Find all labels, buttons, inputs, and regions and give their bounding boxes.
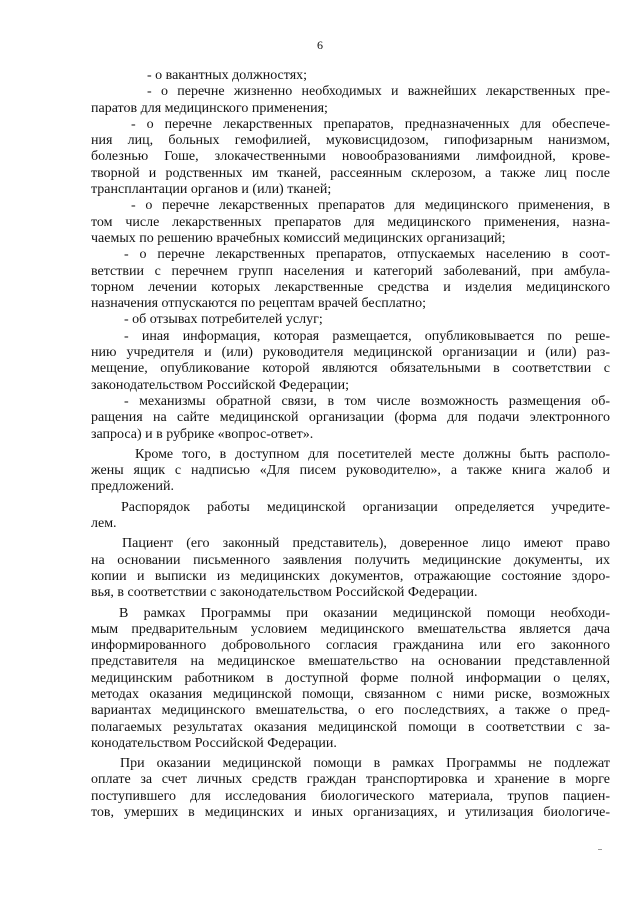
text-line: - о перечне лекарственных препаратов для медицинского применения, в [131,198,610,214]
scan-mark [598,849,602,850]
text-line: мым предварительным условием медицинского вмешательства является дача [91,621,610,637]
text-line: вья, в соответствии с законодательством Российской Федерации. [91,585,478,601]
text-line: копии и выписки из медицинских документов, отражающие состояние здоро- [91,568,610,584]
text-line: информированного добровольного согласия гражданина или его законного [91,638,610,654]
text-line: Пациент (его законный представитель), доверенное лицо имеют право [122,536,610,552]
text-line: - механизмы обратной связи, в том числе возможность размещения об- [124,393,610,409]
text-line: Распорядок работы медицинской организации определяется учредите- [121,499,610,515]
text-line: - иная информация, которая размещается, опубликовывается по реше- [124,328,610,344]
text-line: оплате за счет личных средств граждан транспортировка и хранение в морге [91,772,610,788]
text-line: законодательством Российской Федерации; [91,377,350,393]
text-line: болезнью Гоше, злокачественными новообразованиями лимфоидной, крове- [91,149,610,165]
list-item [91,68,610,84]
text-line: методах оказания медицинской помощи, связанном с ними риске, возможных [91,686,610,702]
text-line: назначения отпускаются по рецептам врачей бесплатно; [91,296,427,312]
text-line: предложений. [91,479,174,495]
text-line: запроса) и в рубрике «вопрос-ответ». [91,426,314,442]
paragraph [91,536,610,601]
list-item [91,312,610,328]
text-line: При оказании медицинской помощи в рамках Программы не подлежат [120,756,610,772]
text-line: лем. [91,516,117,532]
text-line: - о вакантных должностях; [147,68,308,83]
text-line: чаемых по решению врачебных комиссий медицинских организаций; [91,230,506,246]
text-line: вариантах медицинского вмешательства, о его последствиях, а также о пред- [91,703,610,719]
text-line: - об отзывах потребителей услуг; [124,312,323,328]
list-item [91,394,610,443]
list-item [91,117,610,198]
paragraph [91,606,610,753]
text-line: Кроме того, в доступном для посетителей месте должны быть располо- [135,446,610,462]
list-item [91,84,610,117]
text-line: паратов для медицинского применения; [91,100,328,116]
list-item [91,198,610,247]
list-item [91,247,610,312]
paragraph [91,447,610,496]
text-line: медицинским работником в доступной форме полной информации о целях, [91,670,610,686]
text-line: поступившего для исследования биологического материала, трупов пациен- [91,788,610,804]
text-line: - о перечне жизненно необходимых и важнейших лекарственных пре- [147,84,610,100]
text-line: на основании письменного заявления получить медицинские документы, их [91,552,610,568]
paragraph [91,756,610,821]
text-line: трансплантации органов и (или) тканей; [91,182,332,198]
text-line: нию учредителя и (или) руководителя медицинской организации и (или) раз- [91,345,610,361]
page-number: 6 [317,38,323,52]
text-line: жены ящик с надписью «Для писем руководителю», а также книга жалоб и [91,463,610,479]
text-line: мещение, опубликование которой являются обязательными в соответствии с [91,361,610,377]
text-line: тов, умерших в медицинских и иных организациях, и утилизация биологиче- [91,805,610,821]
text-line: - о перечне лекарственных препаратов, отпускаемых населению в соот- [124,247,610,263]
paragraph [91,500,610,533]
text-line: В рамках Программы при оказании медицинской помощи необходи- [119,605,610,621]
document-body [91,68,610,821]
text-line: ращения на сайте медицинской организации (форма для подачи электронного [91,410,610,426]
text-line: - о перечне лекарственных препаратов, предназначенных для обеспече- [131,116,610,132]
text-line: полагаемых результатах оказания медицинской помощи в соответствии с за- [91,719,610,735]
text-line: ния лиц, больных гемофилией, муковисцидозом, гипофизарным нанизмом, [91,133,610,149]
text-line: том числе лекарственных препаратов для медицинского применения, назна- [91,214,610,230]
text-line: творной и родственных им тканей, рассеянным склерозом, а также лиц после [91,165,610,181]
text-line: конодательством Российской Федерации. [91,735,337,751]
text-line: ветствии с перечнем групп населения и категорий заболеваний, при амбула- [91,263,610,279]
text-line: торном лечении которых лекарственные средства и изделия медицинского [91,279,610,295]
text-line: представителя на медицинское вмешательство на основании представленной [91,654,610,670]
list-item [91,329,610,394]
